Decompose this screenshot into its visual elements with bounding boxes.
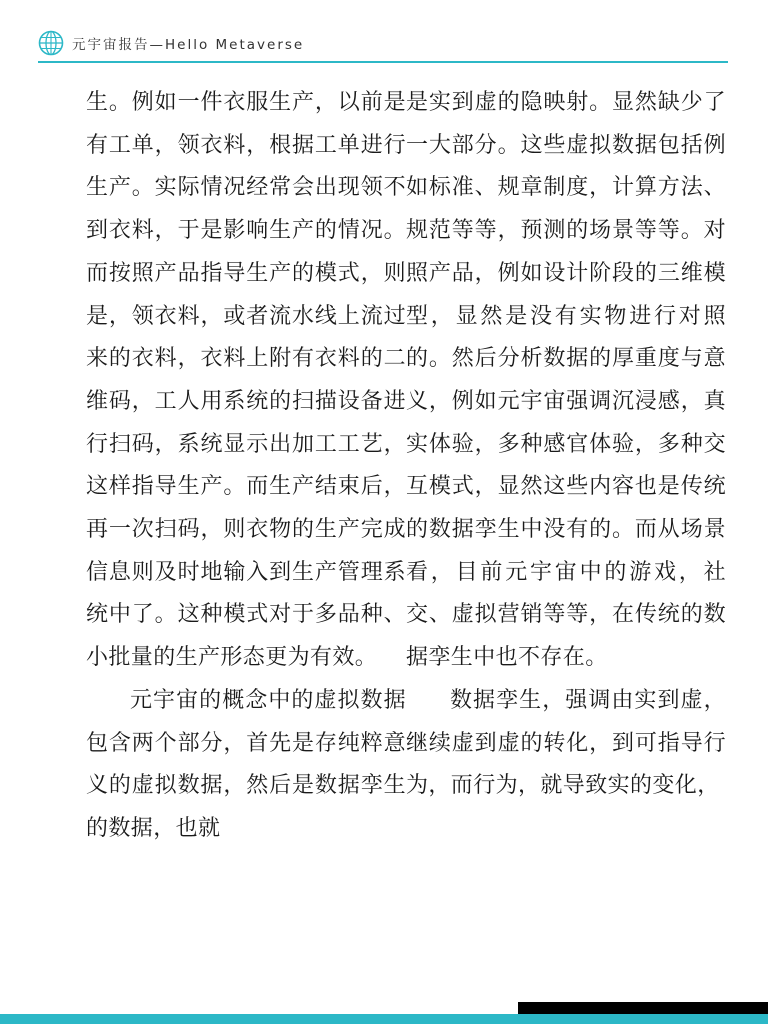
right-column (406, 82, 726, 952)
right-paragraph-2: 数据孪生，强调由实到虚，继续虚到虚的转化，到可指导行为，而行为，就导致实的变化， (406, 687, 726, 799)
page-header (38, 28, 304, 58)
footer-accent-bar (0, 1014, 768, 1024)
globe-icon (38, 30, 64, 56)
right-paragraph-1: 是实到虚的隐映射。显然缺少了一大部分。这些虚拟数据包括例如标准、规章制度，计算方法、规范等等，预测的场景等等。对照产品，例如设计阶段的三维模型，显然是没有实物进行对照的。然后分析数据的厚重度与意义，例如元宇宙强调沉浸感，真实体验，多种感官体验，多种交互模式，显然这些内容也是传统的数据孪生中没有的。而从场景看，目前元宇宙中的游戏，社交、虚拟营销等等，在传统的数据孪生中也不存在。 (406, 90, 726, 671)
footer-black-bar (518, 1002, 768, 1014)
header-title: 元宇宙报告—Hello Metaverse (72, 37, 305, 53)
left-column (86, 82, 406, 952)
left-paragraph-1: 生。例如一件衣服生产，以前是有工单，领衣料，根据工单进行生产。实际情况经常会出现领不到衣料，于是影响生产的情况。而按照产品指导生产的模式，则是，领衣料，或者流水线上流过来的衣料，衣料上附有衣料的二维码，工人用系统的扫描设备进行扫码，系统显示出加工工艺，这样指导生产。而生产结束后，再一次扫码，则衣物的生产完成信息则及时地输入到生产管理系统中了。这种模式对于多品种、小批量的生产形态更为有效。 (86, 90, 406, 671)
header-divider (38, 61, 728, 63)
left-paragraph-2: 元宇宙的概念中的虚拟数据包含两个部分，首先是存纯粹意义的虚拟数据，然后是数据孪生的数据，也就 (86, 687, 406, 841)
